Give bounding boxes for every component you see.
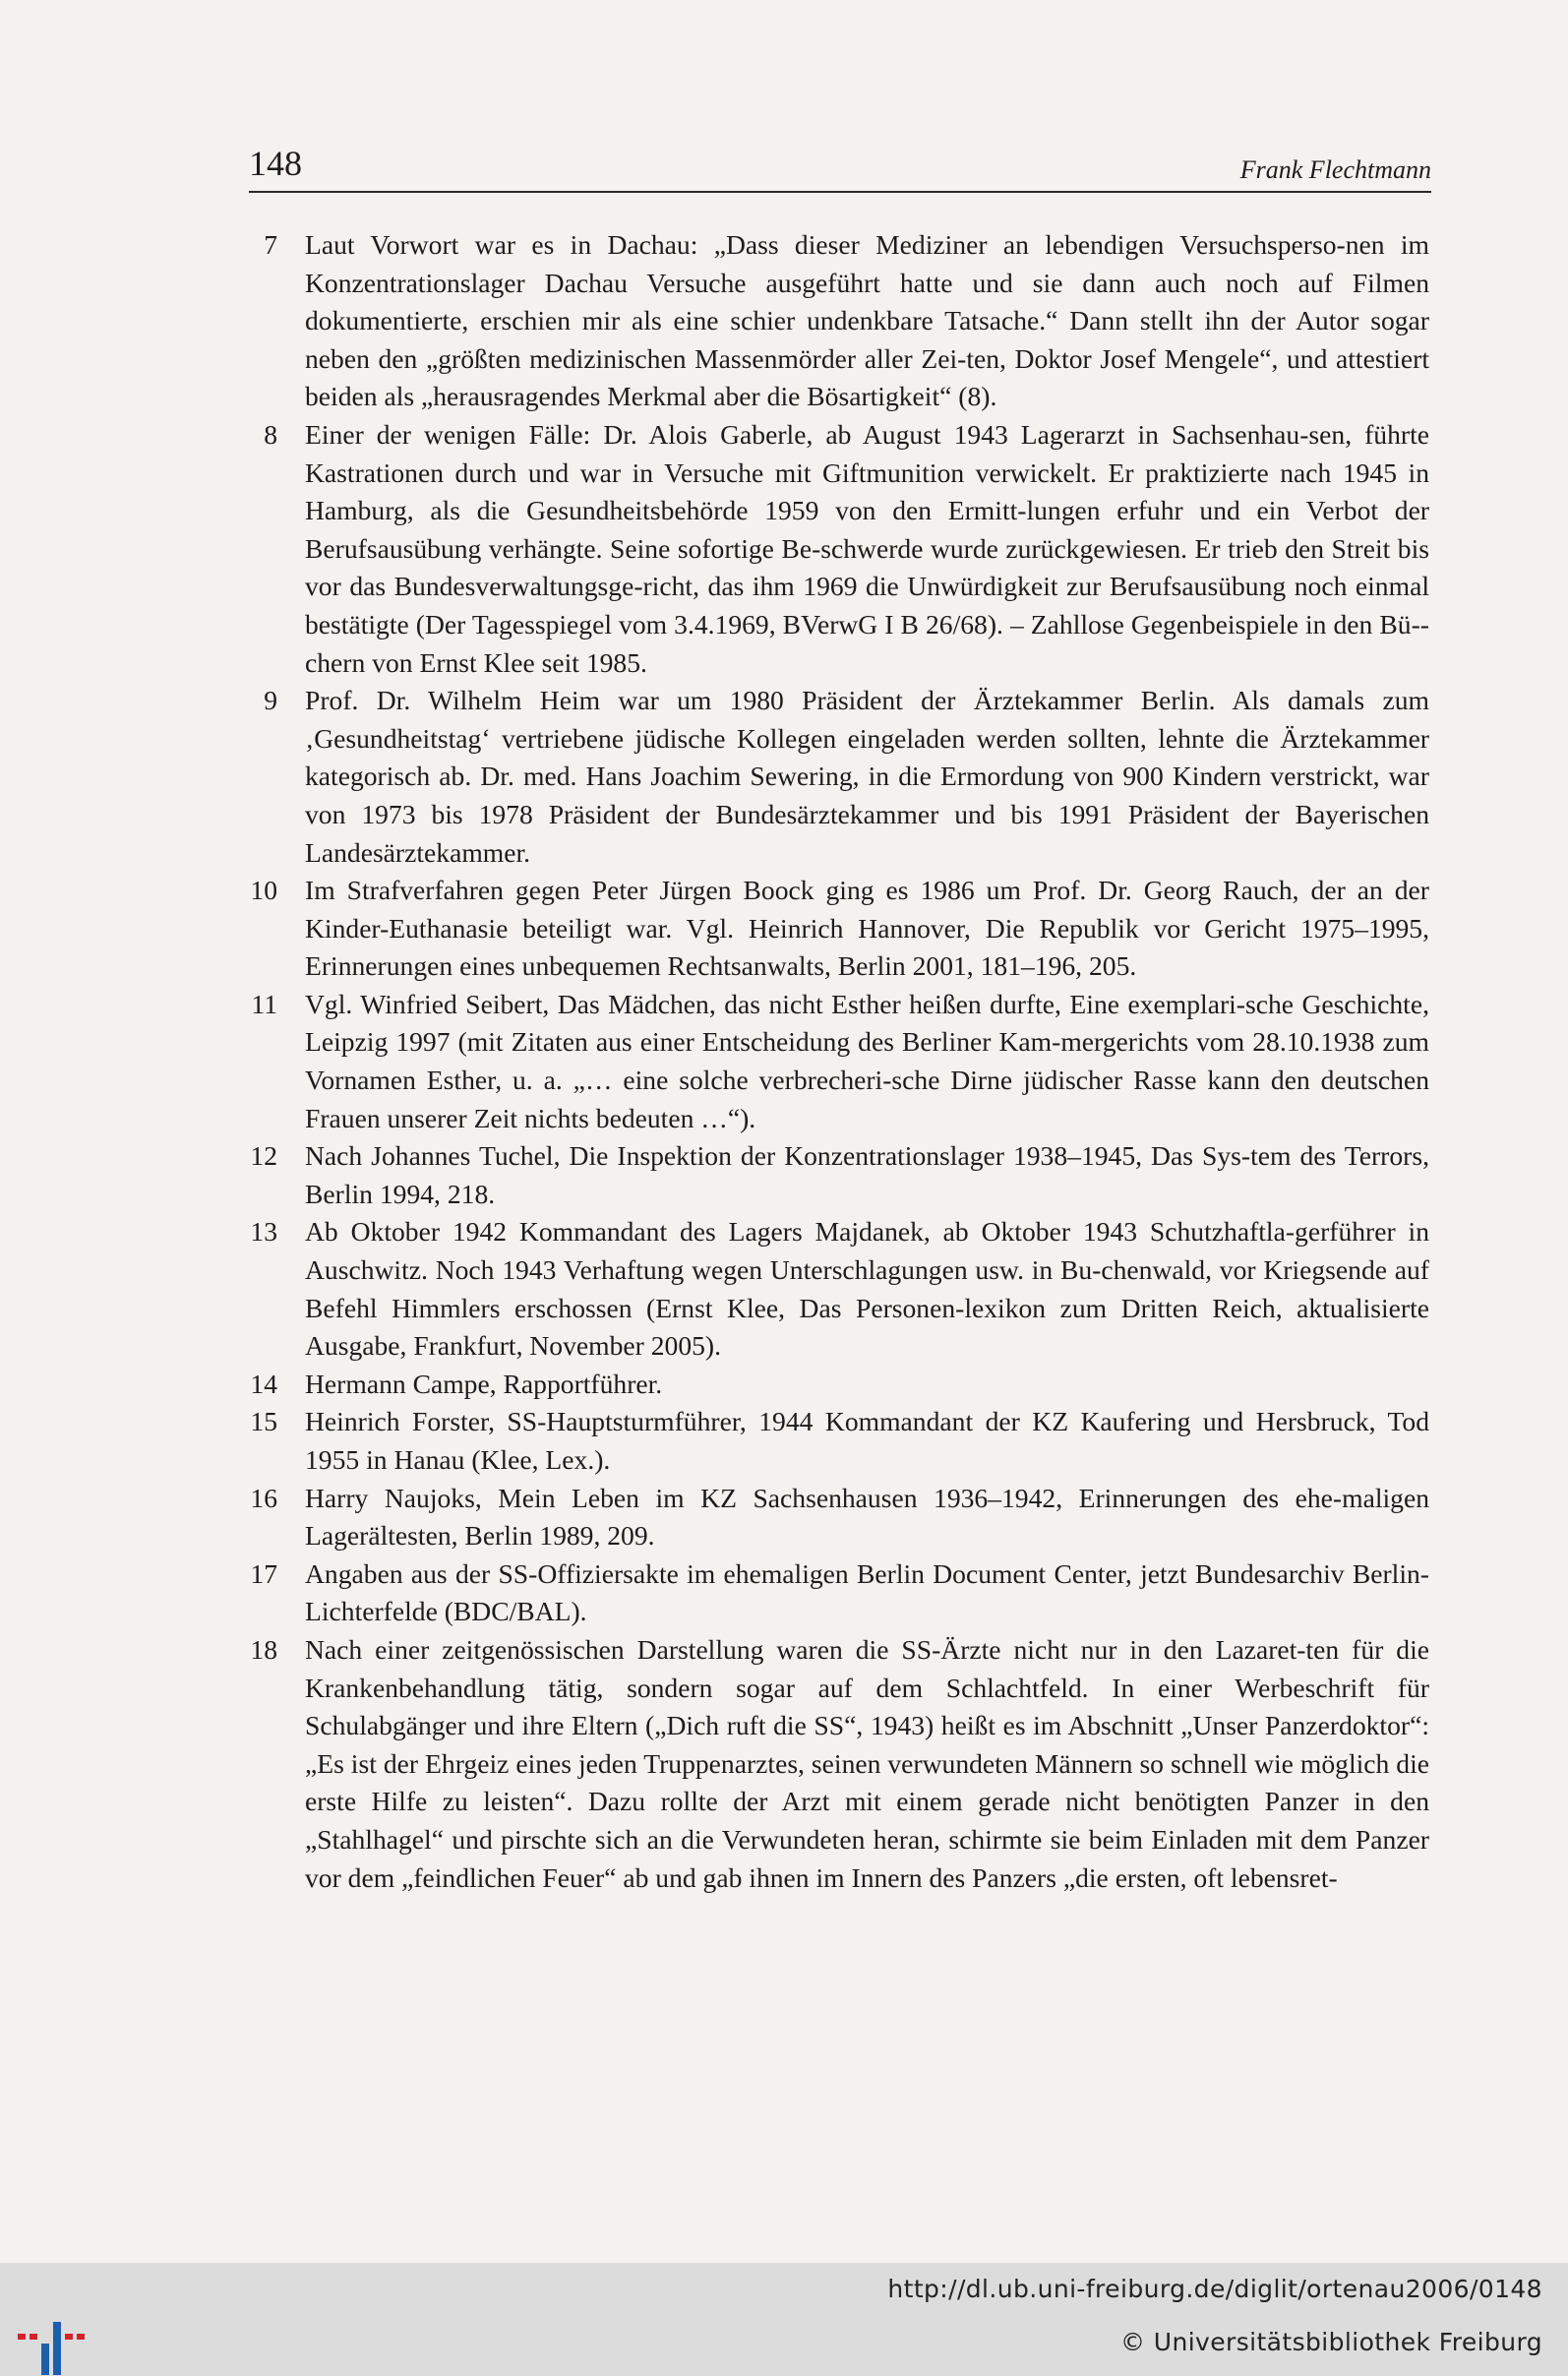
endnote-item	[236, 872, 1429, 986]
ub-freiburg-logo-icon	[18, 2322, 106, 2375]
endnote-number: 7	[264, 229, 277, 260]
endnote-text: Nach Johannes Tuchel, Die Inspektion der Konzentrationslager 1938–1945, Das Sys-tem des Terrors, Berlin 1994, 218.	[305, 1140, 1429, 1209]
endnote-item	[236, 1213, 1429, 1365]
endnote-number: 15	[250, 1406, 277, 1437]
endnote-item	[236, 986, 1429, 1137]
footer-copyright: © Universitätsbibliothek Freiburg	[1120, 2328, 1542, 2356]
endnote-number: 8	[264, 418, 277, 450]
endnote-text: Ab Oktober 1942 Kommandant des Lagers Majdanek, ab Oktober 1943 Schutzhaftla-gerführer in Auschwitz. Noch 1943 Verhaftung wegen Unterschlagungen usw. in Bu-chenwald, vor Kriegsende auf Befehl Himmlers erschossen (Ernst Klee, Das Personen-lexikon zum Dritten Reich, aktualisierte Ausgabe, Frankfurt, November 2005).	[305, 1216, 1429, 1362]
endnote-text: Einer der wenigen Fälle: Dr. Alois Gaberle, ab August 1943 Lagerarzt in Sachsenhau-sen, führte Kastrationen durch und war in Versuche mit Giftmunition verwickelt. Er praktizierte nach 1945 in Hamburg, als die Gesundheitsbehörde 1959 von den Ermitt-lungen erfuhr und ein Verbot der Berufsausübung verhängte. Seine sofortige Be-schwerde wurde zurückgewiesen. Er trieb den Streit bis vor das Bundesverwaltungsge-richt, das ihm 1969 die Unwürdigkeit zur Berufsausübung noch einmal bestätigte (Der Tagesspiegel vom 3.4.1969, BVerwG I B 26/68). – Zahllose Gegenbeispiele in den Bü-chern von Ernst Klee seit 1985.	[305, 418, 1429, 678]
endnote-number: 13	[250, 1216, 277, 1248]
endnote-text: Prof. Dr. Wilhelm Heim war um 1980 Präsident der Ärztekammer Berlin. Als damals zum ‚Gesundheitstag‘ vertriebene jüdische Kollegen eingeladen werden sollten, lehnte die Ärztekammer kategorisch ab. Dr. med. Hans Joachim Sewering, in die Ermordung von 900 Kindern verstrickt, war von 1973 bis 1978 Präsident der Bundesärztekammer und bis 1991 Präsident der Bayerischen Landesärztekammer.	[305, 685, 1429, 868]
endnote-number: 12	[250, 1140, 277, 1172]
endnote-item	[236, 682, 1429, 872]
endnote-number: 9	[264, 685, 277, 716]
endnote-text: Heinrich Forster, SS-Hauptsturmführer, 1944 Kommandant der KZ Kaufering und Hersbruck, Tod 1955 in Hanau (Klee, Lex.).	[305, 1406, 1429, 1475]
endnote-item	[236, 1137, 1429, 1213]
endnote-number: 10	[250, 875, 277, 906]
endnote-item	[236, 1555, 1429, 1631]
endnote-number: 11	[251, 988, 277, 1019]
endnote-item	[236, 1631, 1429, 1897]
endnote-text: Im Strafverfahren gegen Peter Jürgen Boock ging es 1986 um Prof. Dr. Georg Rauch, der an der Kinder-Euthanasie beteiligt war. Vgl. Heinrich Hannover, Die Republik vor Gericht 1975–1995, Erinnerungen eines unbequemen Rechtsanwalts, Berlin 2001, 181–196, 205.	[305, 875, 1429, 982]
running-head: Frank Flechtmann	[1239, 155, 1431, 184]
endnotes-list	[236, 226, 1429, 1897]
footer-url-link[interactable]: http://dl.ub.uni-freiburg.de/diglit/ortenau2006/0148	[887, 2275, 1542, 2303]
endnote-item	[236, 226, 1429, 416]
endnote-number: 16	[250, 1482, 277, 1513]
endnote-number: 17	[250, 1557, 277, 1589]
endnote-item	[236, 416, 1429, 682]
endnote-item	[236, 1366, 1429, 1404]
page-header	[249, 138, 1431, 193]
endnote-number: 14	[250, 1368, 277, 1399]
endnote-text: Harry Naujoks, Mein Leben im KZ Sachsenhausen 1936–1942, Erinnerungen des ehe-maligen Lagerältesten, Berlin 1989, 209.	[305, 1482, 1429, 1552]
endnote-text: Angaben aus der SS-Offiziersakte im ehemaligen Berlin Document Center, jetzt Bundesarchiv Berlin-Lichterfelde (BDC/BAL).	[305, 1557, 1429, 1627]
endnote-text: Hermann Campe, Rapportführer.	[305, 1368, 663, 1399]
endnote-text: Nach einer zeitgenössischen Darstellung waren die SS-Ärzte nicht nur in den Lazaret-ten für die Krankenbehandlung tätig, sondern sogar auf dem Schlachtfeld. In einer Werbeschrift für Schulabgänger und ihre Eltern („Dich ruft die SS“, 1943) heißt es im Abschnitt „Unser Panzerdoktor“: „Es ist der Ehrgeiz eines jeden Truppenarztes, seinen verwundeten Männern so schnell wie möglich die erste Hilfe zu leisten“. Dazu rollte der Arzt mit einem gerade nicht benötigten Panzer in den „Stahlhagel“ und pirschte sich an die Verwundeten heran, schirmte sie beim Einladen mit dem Panzer vor dem „feindlichen Feuer“ ab und gab ihnen im Innern des Panzers „die ersten, oft lebensret-	[305, 1633, 1429, 1893]
endnote-item	[236, 1480, 1429, 1555]
endnote-text: Laut Vorwort war es in Dachau: „Dass dieser Mediziner an lebendigen Versuchsperso-nen im Konzentrationslager Dachau Versuche ausgeführt hatte und sie dann auch noch auf Filmen dokumentierte, erschien mir als eine schier undenkbare Tatsache.“ Dann stellt ihn der Autor sogar neben den „größten medizinischen Massenmörder aller Zei-ten, Doktor Josef Mengele“, und attestiert beiden als „herausragendes Merkmal aber die Bösartigkeit“ (8).	[305, 229, 1429, 412]
endnote-text: Vgl. Winfried Seibert, Das Mädchen, das nicht Esther heißen durfte, Eine exemplari-sche Geschichte, Leipzig 1997 (mit Zitaten aus einer Entscheidung des Berliner Kam-mergerichts vom 28.10.1938 zum Vornamen Esther, u. a. „… eine solche verbrecheri-sche Dirne jüdischer Rasse kann den deutschen Frauen unserer Zeit nichts bedeuten …“).	[305, 988, 1429, 1133]
endnote-item	[236, 1403, 1429, 1479]
endnote-number: 18	[250, 1633, 277, 1665]
page-number: 148	[249, 144, 302, 183]
